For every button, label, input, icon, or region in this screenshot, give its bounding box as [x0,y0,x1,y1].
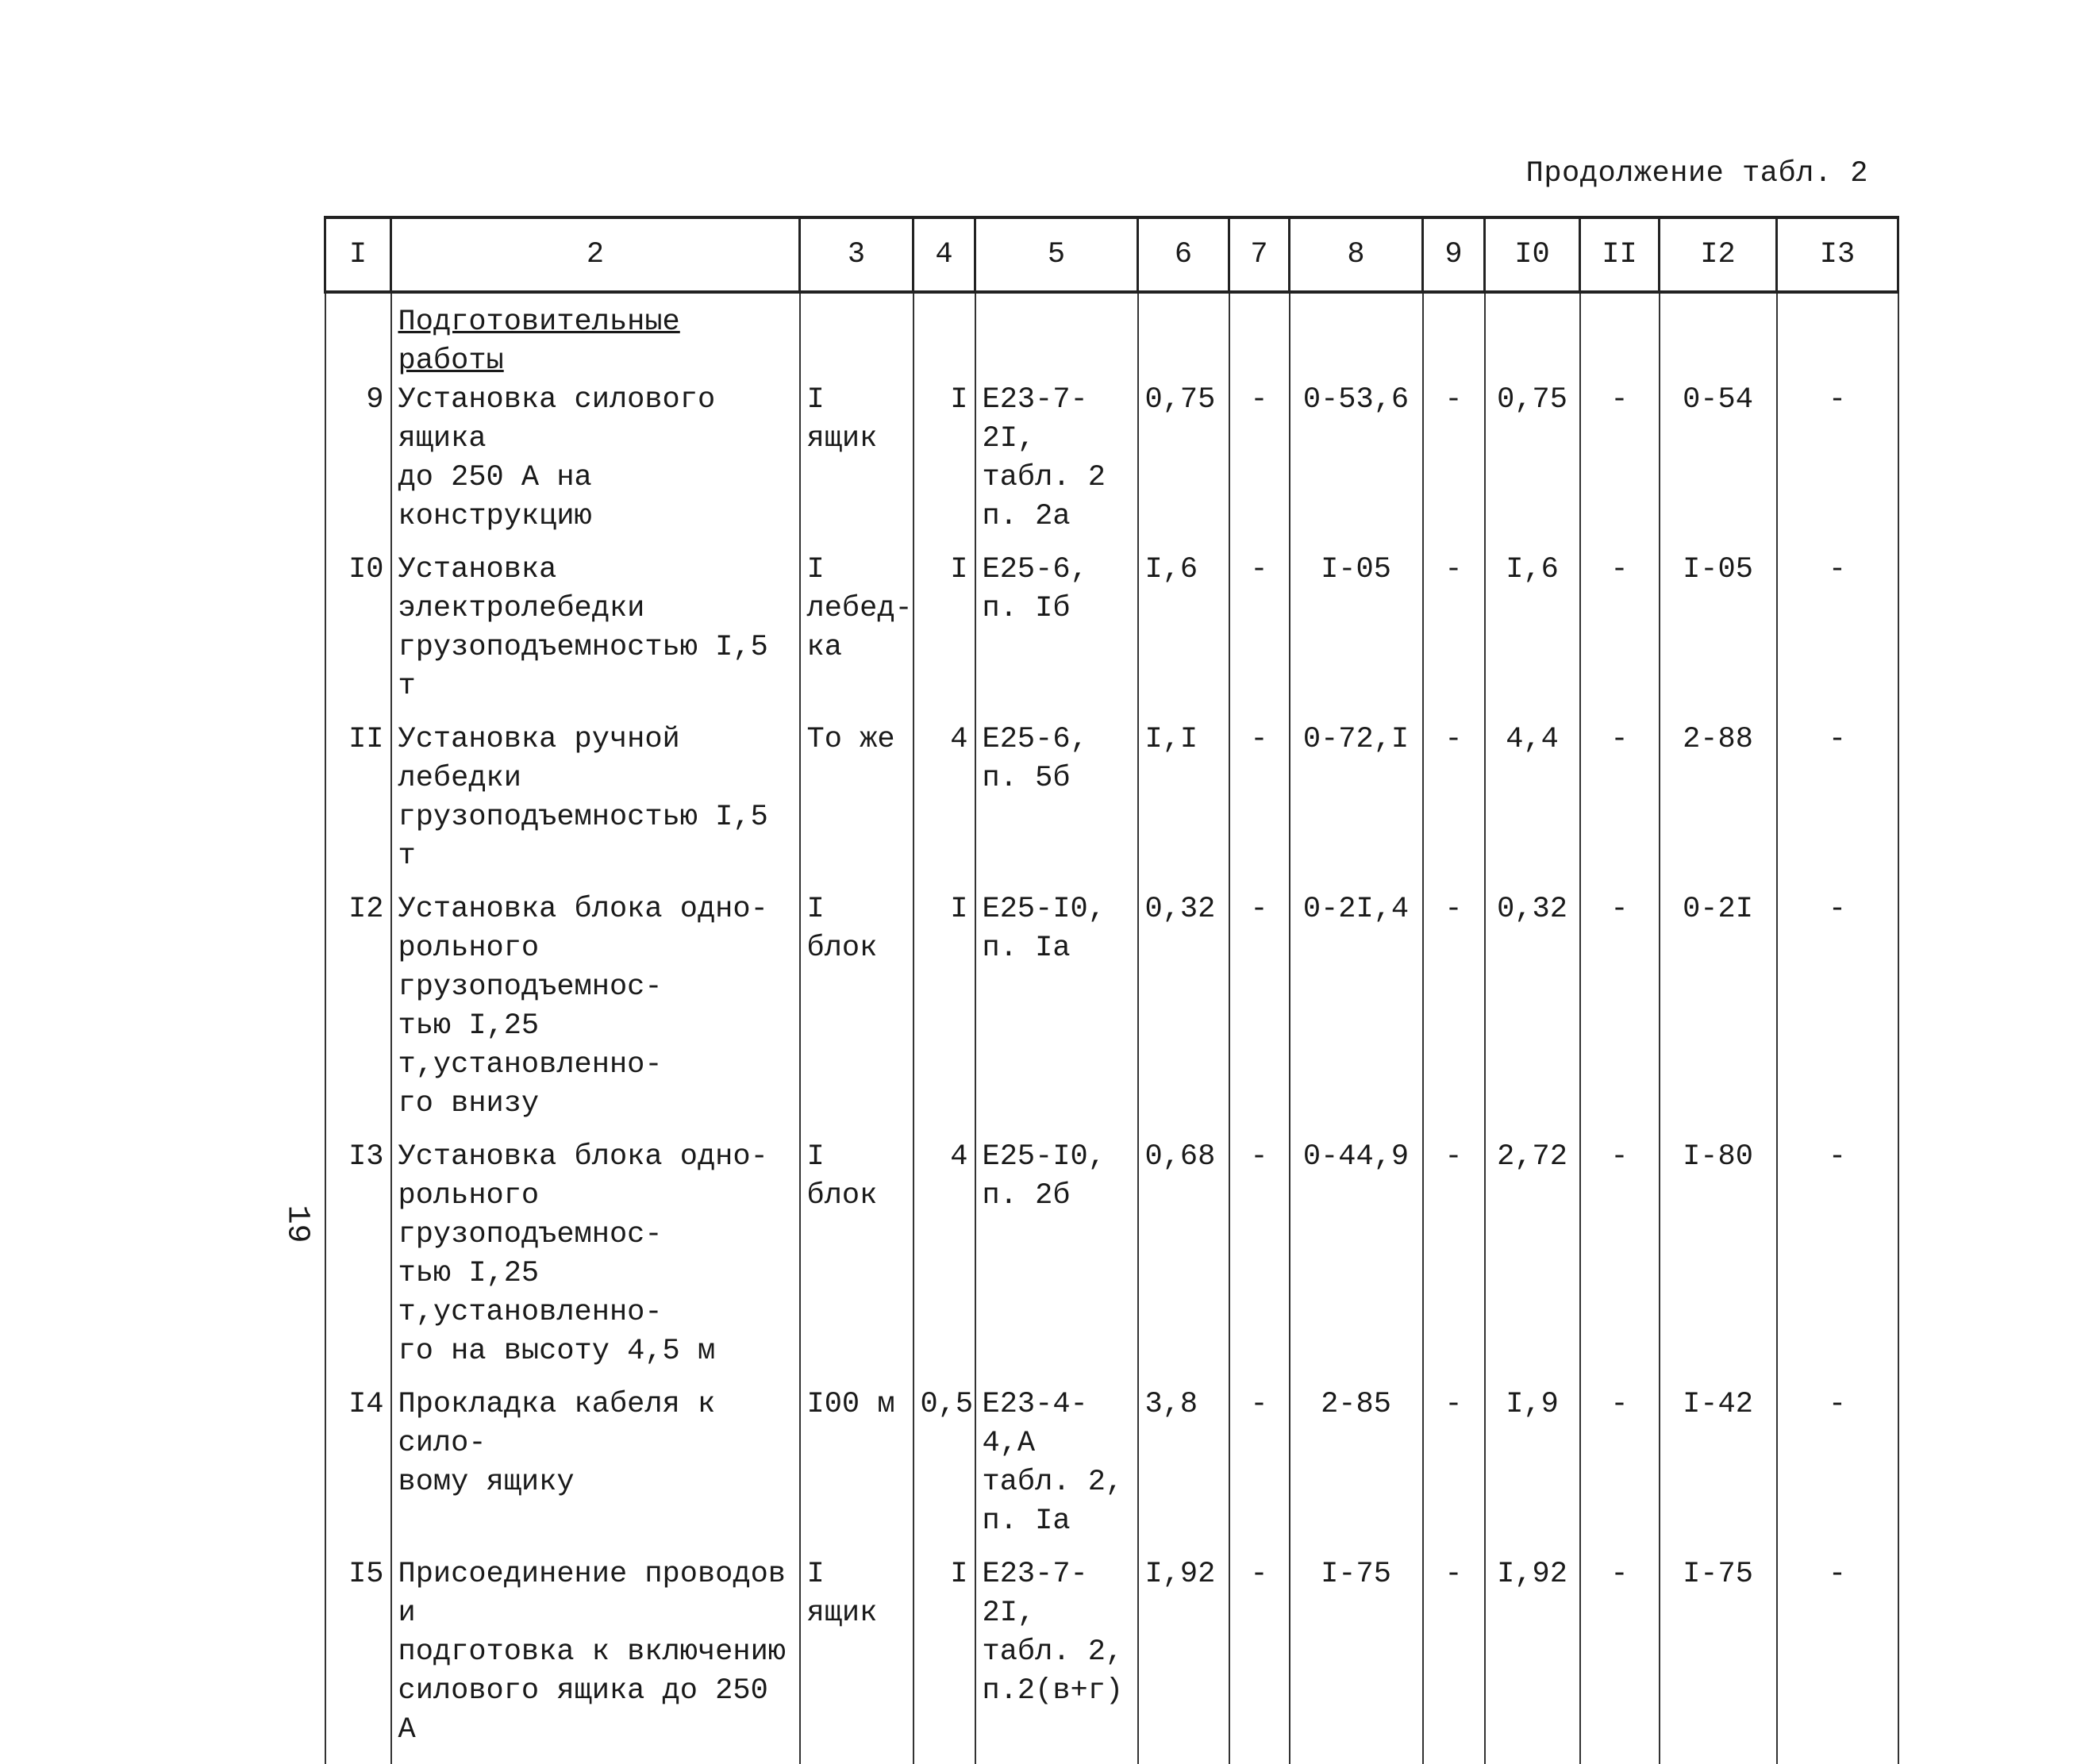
cell-col-4: I [913,1555,975,1764]
cell-col-9: - [1423,1138,1485,1385]
table-row [325,1555,1898,1764]
cell-col-10: I,9 [1485,1385,1580,1555]
cell-col-11: - [1580,381,1660,551]
table-row [325,1385,1898,1555]
cell-col-8: 0-53,6 [1290,381,1423,551]
cell-col-5: Е23-7-2I, табл. 2 п. 2а [975,381,1138,551]
cell-col-4: I [913,551,975,721]
cell-col-4: I [913,890,975,1138]
col-header-4: 4 [913,217,975,292]
col-header-6: 6 [1138,217,1229,292]
cell-col-6: I,6 [1138,551,1229,721]
cell-col-2: Установка ручной лебедки грузоподъемностью I,5 т [391,721,800,890]
cell-col-6: 0,75 [1138,381,1229,551]
cell-col-9: - [1423,1555,1485,1764]
cell-col-12: 2-88 [1660,721,1777,890]
cell-col-5: Е23-7-2I, табл. 2, п.2(в+г) [975,1555,1138,1764]
table-row [325,1138,1898,1385]
cell-col-1: I0 [325,551,391,721]
cell-col-13: - [1777,1555,1898,1764]
cell-col-13: - [1777,890,1898,1138]
cell-col-12: I-42 [1660,1385,1777,1555]
cell-col-3: I блок [800,890,913,1138]
cell-col-2: Установка блока одно- рольного грузоподъемнос- тью I,25 т,установленно- го внизу [391,890,800,1138]
col-header-12: I2 [1660,217,1777,292]
cell-col-10: 0,75 [1485,381,1580,551]
cell-col-5: Е25-I0, п. 2б [975,1138,1138,1385]
cell-col-2: Установка силового ящика до 250 А на конструкцию [391,381,800,551]
cell-col-5: Е25-6, п. 5б [975,721,1138,890]
cell-col-11: - [1580,551,1660,721]
cell-col-7: - [1229,1385,1290,1555]
cell-col-13: - [1777,1138,1898,1385]
cell-col-6: I,I [1138,721,1229,890]
cell-col-13: - [1777,1385,1898,1555]
cell-col-13: - [1777,381,1898,551]
cell-col-7: - [1229,551,1290,721]
cell-col-7: - [1229,1138,1290,1385]
cell-col-1: II [325,721,391,890]
cell-col-5: Е25-I0, п. Iа [975,890,1138,1138]
cell-col-2: Прокладка кабеля к сило- вому ящику [391,1385,800,1555]
cell-col-4: 0,5 [913,1385,975,1555]
works-table [324,216,1899,1764]
cell-col-12: I-80 [1660,1138,1777,1385]
cell-col-6: I,92 [1138,1555,1229,1764]
cell-col-9: - [1423,890,1485,1138]
cell-col-10: 2,72 [1485,1138,1580,1385]
col-header-13: I3 [1777,217,1898,292]
cell-col-9: - [1423,381,1485,551]
cell-col-7: - [1229,721,1290,890]
cell-col-5: Е23-4-4,А табл. 2, п. Iа [975,1385,1138,1555]
cell-col-9: - [1423,551,1485,721]
cell-col-4: I [913,381,975,551]
cell-col-2: Установка электролебедки грузоподъемностью I,5 т [391,551,800,721]
col-header-2: 2 [391,217,800,292]
cell-col-8: 0-2I,4 [1290,890,1423,1138]
cell-col-10: 4,4 [1485,721,1580,890]
cell-col-3: I ящик [800,1555,913,1764]
table-row [325,551,1898,721]
col-header-9: 9 [1423,217,1485,292]
cell-col-1: I3 [325,1138,391,1385]
cell-col-1: I5 [325,1555,391,1764]
cell-col-8: 0-72,I [1290,721,1423,890]
cell-col-12: 0-2I [1660,890,1777,1138]
cell-col-12: I-05 [1660,551,1777,721]
cell-col-8: 0-44,9 [1290,1138,1423,1385]
cell-col-7: - [1229,890,1290,1138]
cell-col-11: - [1580,890,1660,1138]
cell-col-1: I2 [325,890,391,1138]
cell-col-8: I-05 [1290,551,1423,721]
cell-col-3: I блок [800,1138,913,1385]
section-row [325,292,1898,381]
cell-col-7: - [1229,1555,1290,1764]
cell-col-13: - [1777,721,1898,890]
cell-col-5: Е25-6, п. Iб [975,551,1138,721]
cell-col-12: I-75 [1660,1555,1777,1764]
cell-col-10: I,92 [1485,1555,1580,1764]
cell-col-4: 4 [913,1138,975,1385]
page-number: 19 [279,1205,315,1243]
cell-col-2: Установка блока одно- рольного грузоподъемнос- тью I,25 т,установленно- го на высоту 4,5 м [391,1138,800,1385]
cell-col-13: - [1777,551,1898,721]
cell-col-6: 3,8 [1138,1385,1229,1555]
col-header-11: II [1580,217,1660,292]
cell-col-8: 2-85 [1290,1385,1423,1555]
table-caption: Продолжение табл. 2 [1525,157,1868,190]
cell-col-1: 9 [325,381,391,551]
cell-col-3: I ящик [800,381,913,551]
cell-col-11: - [1580,1555,1660,1764]
col-header-10: I0 [1485,217,1580,292]
cell-col-7: - [1229,381,1290,551]
cell-col-4: 4 [913,721,975,890]
cell-col-10: I,6 [1485,551,1580,721]
header-row [325,217,1898,292]
col-header-3: 3 [800,217,913,292]
cell-col-6: 0,32 [1138,890,1229,1138]
cell-col-3: I лебед- ка [800,551,913,721]
cell-col-12: 0-54 [1660,381,1777,551]
cell-col-10: 0,32 [1485,890,1580,1138]
cell-col-11: - [1580,1138,1660,1385]
cell-col-3: То же [800,721,913,890]
cell-col-11: - [1580,721,1660,890]
cell-col-11: - [1580,1385,1660,1555]
table-row [325,890,1898,1138]
table-row [325,381,1898,551]
cell-col-2: Присоединение проводов и подготовка к включению силового ящика до 250 А [391,1555,800,1764]
table-row [325,721,1898,890]
cell-col-6: 0,68 [1138,1138,1229,1385]
section-title: Подготовительные работы [391,292,800,381]
col-header-1: I [325,217,391,292]
col-header-8: 8 [1290,217,1423,292]
cell-col-3: I00 м [800,1385,913,1555]
cell-col-9: - [1423,1385,1485,1555]
col-header-7: 7 [1229,217,1290,292]
cell-col-1: I4 [325,1385,391,1555]
col-header-5: 5 [975,217,1138,292]
cell-col-9: - [1423,721,1485,890]
cell-col-8: I-75 [1290,1555,1423,1764]
